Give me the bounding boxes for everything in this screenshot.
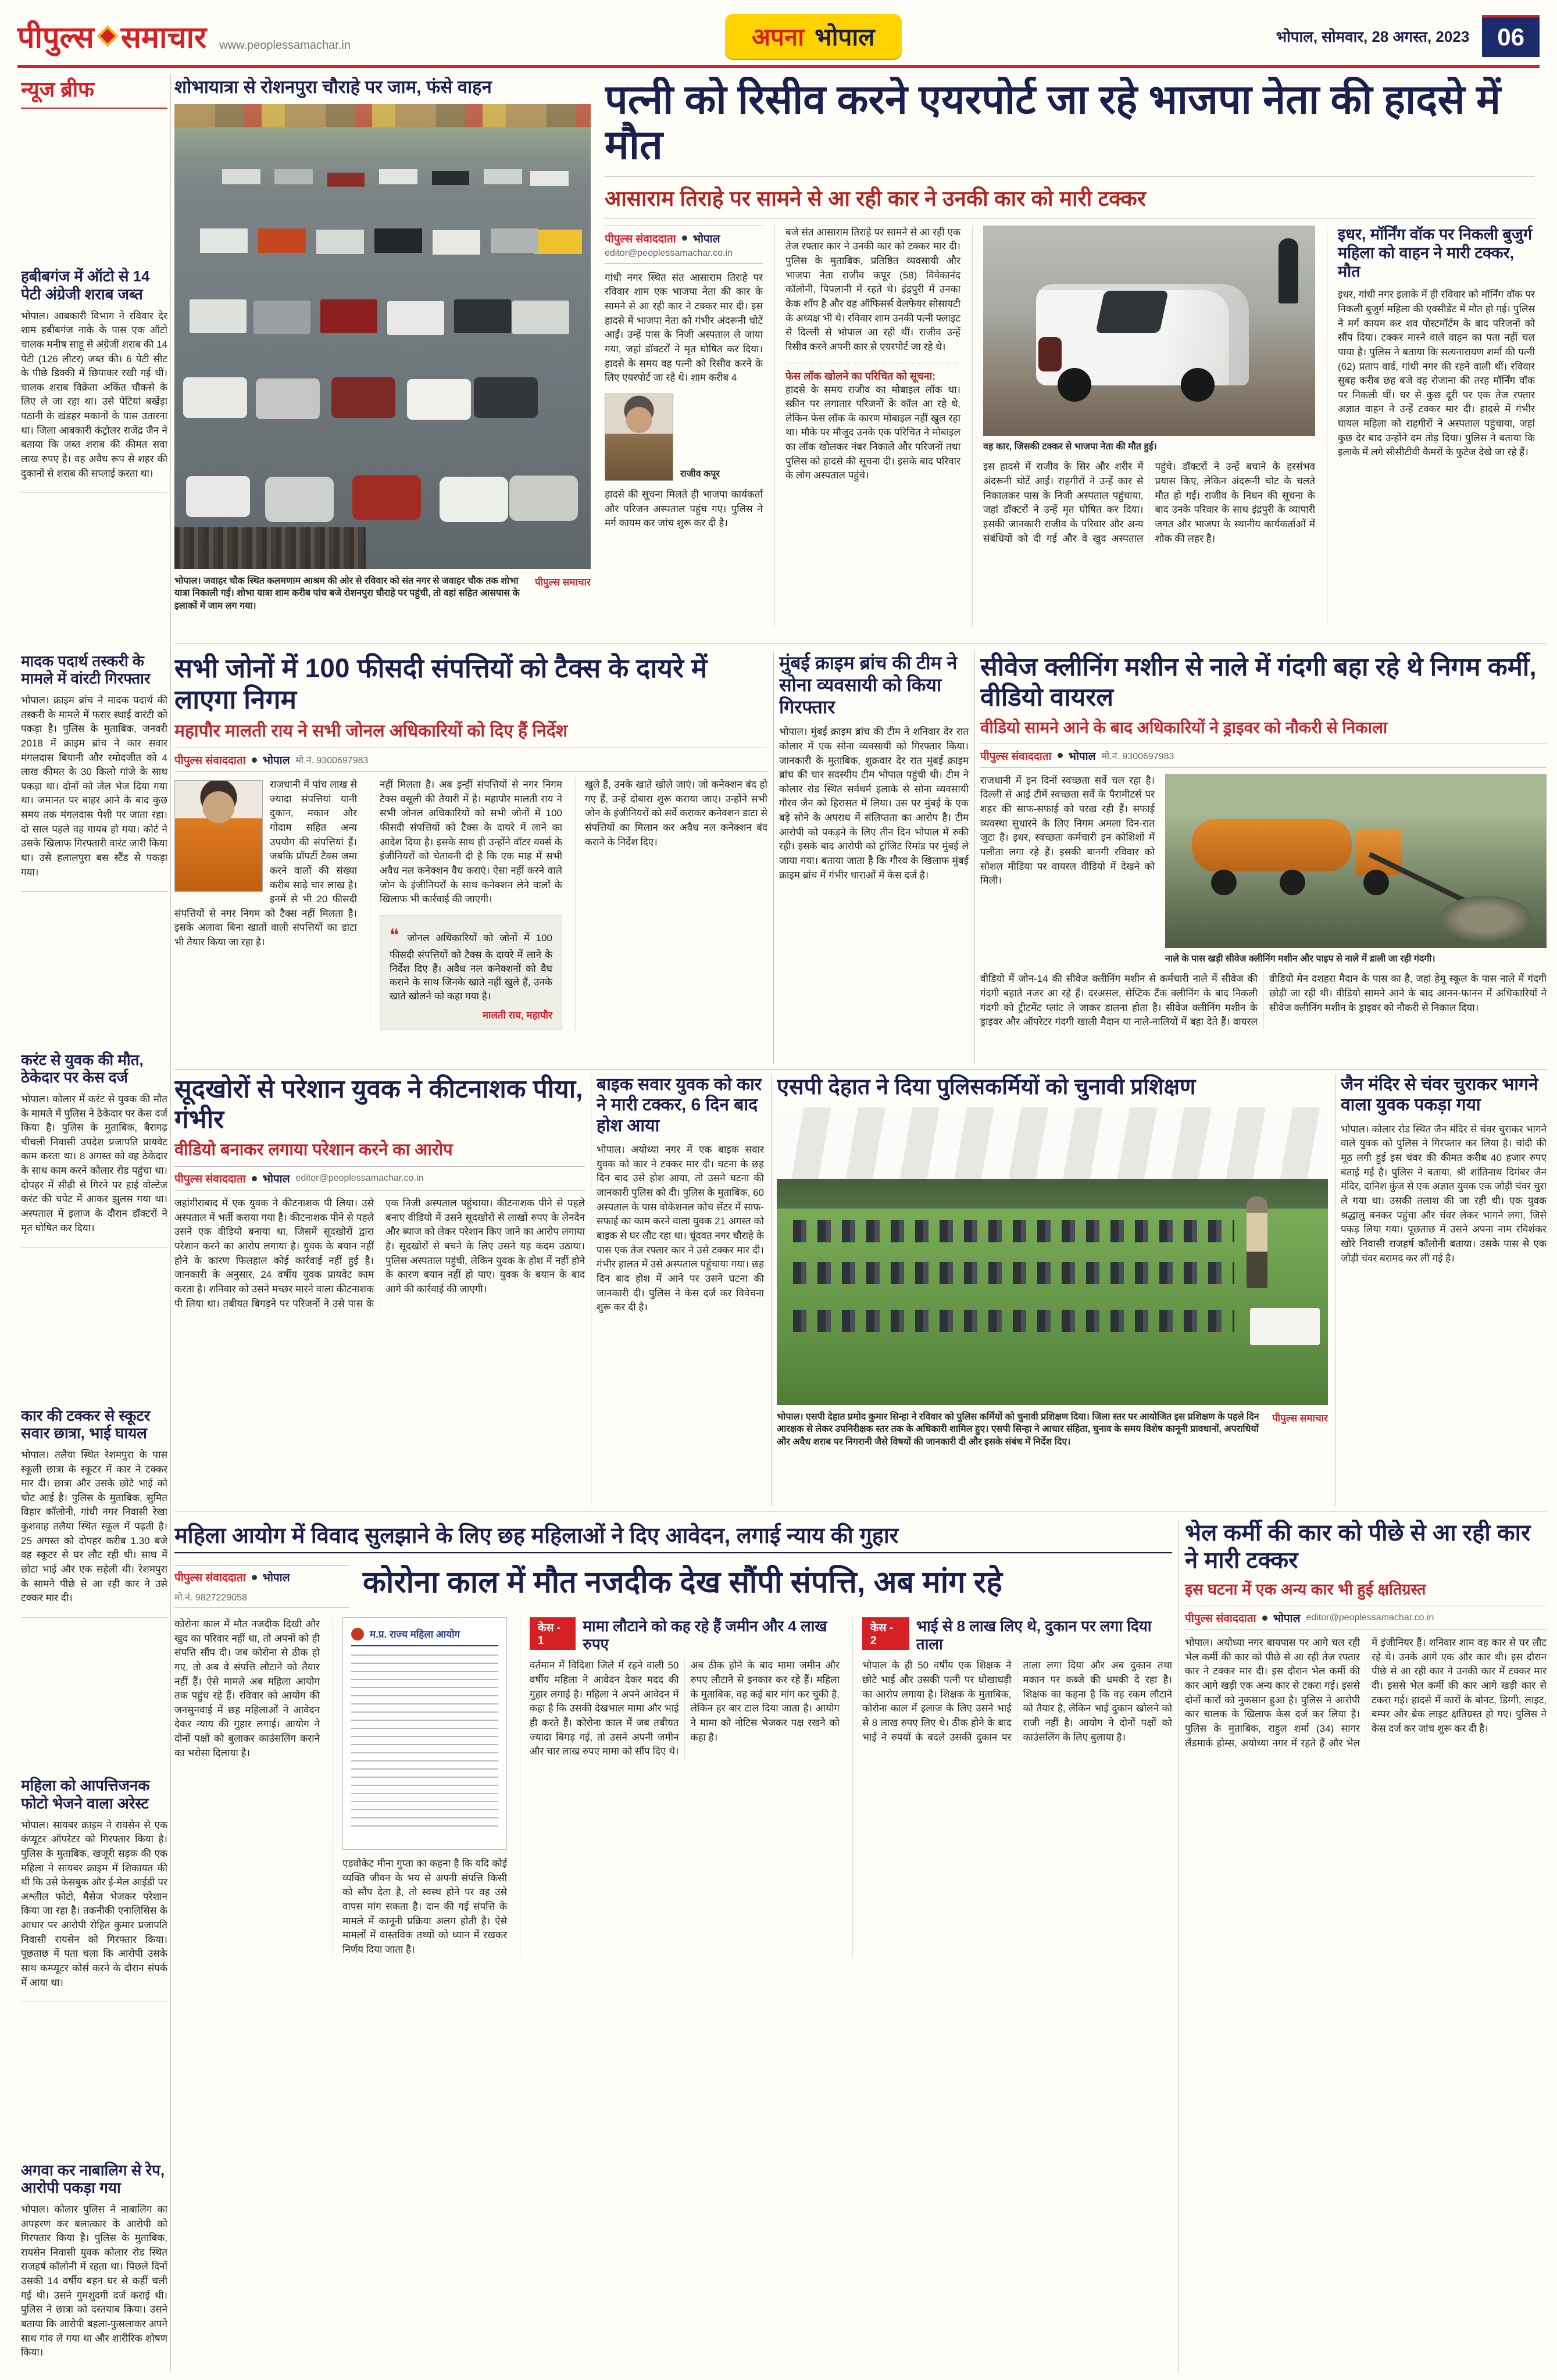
article-headline: महिला को आपत्तिजनक फोटो भेजने वाला अरेस्ट — [21, 1777, 150, 1812]
photo-caption: भोपाल। जवाहर चौक स्थित कलमणाम आश्रम की ओर से रविवार को संत नगर से जवाहर चौक तक शोभा यात्रा निकाली गई। शोभा यात्रा शाम करीब पांच बजे रोशनपुरा चौराहे पर पहुंची, तो वहां सहित आसपास के इलाकों में जाम लग गया। — [174, 576, 520, 611]
byline-separator-dot — [252, 757, 257, 763]
article-text: वीडियो में जोन-14 की सीवेज क्लीनिंग मशीन से कर्मचारी नाले में सीवेज की गंदगी बहाते नजर आ रहे हैं। दरअसल, सेप्टिक टैंक क्लीनिंग के बाद निकली गंदगी को ट्रीटमेंट प्लांट ले जाकर डालना होता है। — [980, 973, 1258, 1013]
bhel-car-collision-story — [1184, 1520, 1547, 2372]
case-1-block — [520, 1617, 840, 1957]
story-subheadline: वीडियो सामने आने के बाद अधिकारियों ने ड्राइवर को नौकरी से निकाला — [980, 718, 1388, 737]
byline — [605, 226, 763, 264]
masthead-right — [1276, 15, 1540, 57]
main-story-body — [605, 226, 1535, 627]
case-1-headline: मामा लौटाने को कह रहे हैं जमीन और 4 लाख रुपए — [583, 1617, 827, 1653]
case-2-header — [862, 1617, 1172, 1653]
side-story-headline: इधर, मॉर्निंग वॉक पर निकली बुजुर्ग महिला को वाहन ने मारी टक्कर, मौत — [1338, 225, 1533, 280]
inset-photo-caption: राजीव कपूर — [680, 469, 720, 480]
byline-city: भोपाल — [262, 1572, 290, 1584]
article-text: हादसे की सूचना मिलते ही भाजपा कार्यकर्ता और परिजन अस्पताल पहुंच गए। पुलिस ने मर्ग कायम कर जांच शुरू कर दी है। — [605, 488, 763, 529]
wheel-decor — [1280, 870, 1305, 895]
column-divider — [1178, 1520, 1179, 2372]
tanker-decor — [1192, 819, 1352, 871]
corona-property-story — [174, 1565, 1172, 2372]
masthead-rule — [17, 65, 1540, 68]
page-number: 06 — [1482, 15, 1540, 57]
article-text: नहीं मिलता है। अब इन्हीं संपत्तियों से नगर निगम टैक्स वसूली की तैयारी में है। महापौर मालती राय ने सभी जोनल अधिकारियों को सभी जोनों में 100 फीसदी संपत्तियों को टैक्स के दायरे में लाने का आदेश दिया है। इसके साथ ही उन्होंने वॉटर वर्क्स के इंजीनियरों को चेतावनी दी है कि एक माह में सभी अवैध नल कनेक्शन वैध कराएं। ऐसा नहीं करने वाले जोन के इंजीनियरों के साथ कनेक्शन लेने वालों के खिलाफ भी कार्रवाई की जाएगी। — [380, 779, 562, 905]
article-text: राजधानी में इन दिनों स्वच्छता सर्वे चल रहा है। दिल्ली से आई टीमें स्वच्छता सर्वे के पैरामीटर्स पर शहर की साफ-सफाई को परख रही हैं। सफाई व्यवस्था सुधारने के लिए निगम अमला दिन-रात जुटा है। इधर, स्वच्छता कर्मचारी इन कोशिशों में पलीता लगा रहे हैं। इसकी बानगी रविवार को सोशल मीडिया पर वायरल वीडियो में देखने को मिली। — [980, 774, 1155, 887]
news-brief-article — [21, 267, 167, 493]
factbox-body: हादसे के समय राजीव का मोबाइल लॉक था। स्क्रीन पर लगातार परिजनों के कॉल आ रहे थे, लेकिन फेस लॉक के कारण मोबाइल नहीं खुल रहा था। मौके पर मौजूद उनके एक परिचित ने मोबाइल का लॉक खोलकर नंबर निकाले और परिजनों तथा पुलिस को हादसे की सूचना दी। इसके बाद परिवार के लोग अस्पताल पहुंचे। — [785, 384, 960, 481]
wheel-decor — [1181, 368, 1215, 402]
article-headline: मादक पदार्थ तस्करी के मामले में वांरटी गिरफ्तार — [21, 652, 151, 688]
bike-accident-story — [597, 1074, 764, 1506]
section-banner — [725, 14, 902, 59]
canopy-decor — [777, 1107, 1328, 1179]
byline-phone: मो.नं. 9300697983 — [295, 756, 369, 766]
main-headline: पत्नी को रिसीव करने एयरपोर्ट जा रहे भाजपा नेता की हादसे में मौत — [605, 77, 1501, 168]
byline-city: भोपाल — [262, 1173, 290, 1186]
story-body — [174, 1196, 585, 1311]
article-text: भोपाल। अयोध्या नगर बायपास पर आगे चल रही भेल कर्मी की कार को पीछे से आ रही तेज रफ्तार कार ने टक्कर मार दी। इस दौरान भेल कर्मी की कार आगे खड़ी एक अन्य कार से टकरा गई। इससे दोनों कारों को नुकसान हुआ है। पुलिस ने आरोपी कार चालक के खिलाफ केस दर्ज कर लिया है। — [1185, 1637, 1360, 1720]
story-headline: कोरोना काल में मौत नजदीक देख सौंपी संपत्ति, अब मांग रहे — [363, 1566, 1002, 1599]
sewage-machine-photo — [1165, 774, 1547, 948]
story-col2 — [370, 778, 562, 1030]
quote-attribution: मालती राय, महापौर — [482, 1009, 552, 1021]
article-text: जहांगीराबाद में एक युवक ने कीटनाशक पी लिया। उसे अस्पताल में भर्ती कराया गया है। कीटनाशक पीने से पहले उसने एक वीडियो बनाया था, जिसमें सूदखोरों द्वारा परेशान करने का आरोप लगाया है। युवक के बयान नहीं होने के कारण फिलहाल कोई कार्रवाई नहीं हुई है। जानकारी के अनुसार, 24 वर्षीय युवक प्रायवेट काम करता है। शनिवार को उसने मच्छर मारने वाला कीटनाशक पी लिया — [174, 1198, 374, 1309]
byline-row — [605, 231, 720, 246]
story-headline: एसपी देहात ने दिया पुलिसकर्मियों को चुनावी प्रशिक्षण — [777, 1075, 1196, 1099]
column-divider — [773, 652, 774, 1064]
news-brief-article — [21, 2161, 167, 2372]
byline-city: भोपाल — [262, 755, 290, 767]
news-brief-article — [21, 652, 167, 892]
byline-separator-dot — [252, 1176, 257, 1181]
section-divider — [174, 643, 1547, 644]
story-body — [980, 774, 1547, 966]
byline-source: पीपुल्स संवाददाता — [1185, 1613, 1256, 1625]
byline-source: पीपुल्स संवाददाता — [980, 750, 1052, 763]
story-body — [174, 778, 767, 1030]
photo-caption: नाले के पास खड़ी सीवेज क्लीनिंग मशीन और पाइप से नाले में डाली जा रही गंदगी। — [1165, 953, 1435, 964]
story-headline: जैन मंदिर से चंवर चुराकर भागने वाला युवक पकड़ा गया — [1341, 1075, 1538, 1115]
photo-caption-row — [174, 575, 591, 613]
byline-source: पीपुल्स संवाददाता — [174, 1173, 246, 1186]
police-training-photo — [777, 1107, 1328, 1405]
banner-headline: महिला आयोग में विवाद सुलझाने के लिए छह महिलाओं ने दिए आवेदन, लगाई न्याय की गुहार — [174, 1523, 899, 1548]
case-2-block — [852, 1617, 1172, 1957]
byline-separator-dot — [682, 235, 687, 241]
article-body: भोपाल। कोलार में करंट से युवक की मौत के मामले में पुलिस ने ठेकेदार पर केस दर्ज किया है। पुलिस के मुताबिक, बैरागढ़ चीचली निवासी उपदेश प्रजापति प्रायवेट काम करता था। 8 अगस्त को वह ठेकेदार के साथ काम करने कोलार रोड पहुंचा था। दोपहर में सीढ़ी से गिरने पर हाई वोल्टेज करंट की चपेट में आकर झुलस गया था। अस्पताल में इलाज के दौरान डॉक्टरों ने मृत घोषित कर दिया। — [21, 1093, 167, 1234]
article-headline: अगवा कर नाबालिग से रेप, आरोपी पकड़ा गया — [21, 2161, 165, 2197]
traffic-jam-story — [174, 77, 591, 634]
case-2-body: भोपाल के ही 50 वर्षीय एक शिक्षक ने छोटे भाई और उसकी पत्नी पर धोखाधड़ी का आरोप लगाया है। शिक्षक के मुताबिक, कोरोना काल में इलाज के लिए उसने भाई से 8 लाख रुपए लिए थे। ठीक होने के बाद भाई ने रुपयों के बदले उसकी दुकान पर ताला लगा दिया और अब दुकान तथा मकान पर कब्जे की धमकी दे रहा है। शिक्षक का कहना है कि वह रकम लौटाने को तैयार है, लेकिन भाई दुकान खोलने को राजी नहीं है। आयोग ने दोनों पक्षों को काउंसलिंग के लिए बुलाया है। — [862, 1660, 1172, 1743]
article-body: भोपाल। सायबर क्राइम ने रायसेन से एक कंप्यूटर ऑपरेटर को गिरफ्तार किया है। पुलिस के मुताबिक, खजूरी सड़क की एक महिला ने सायबर क्राइम में शिकायत की थी कि उसे फेसबुक और ई-मेल आईडी पर अश्लील फोटो, मैसेज भेजकर परेशान किया जा रहा है। तकनीकी एनालिसिस के आधार पर आरोपी रोहित कुमार प्रजापति निवासी रायसेन को गिरफ्तार किया। पूछताछ में पता चला कि आरोपी उसके साथ कम्प्यूटर कोर्स करने के दौरान संपर्क में आया था। — [21, 1819, 167, 1988]
article-text: गांधी नगर स्थित संत आसाराम तिराहे पर रविवार शाम एक भाजपा नेता की कार के सामने से आ रही कार ने टक्कर मार दी। इस हादसे में भाजपा नेता को गंभीर अंदरूनी चोटें आईं। उन्हें पास के निजी अस्पताल ले जाया गया, जहां डॉक्टरों ने मृत घोषित कर दिया। हादसे के समय वह पत्नी को रिसीव करने के लिए एयरपोर्ट जा रहे थे। शाम करीब 4 — [605, 271, 763, 384]
commission-letter-photo — [342, 1617, 507, 1850]
street-banner-decor — [174, 104, 591, 127]
byline-source: पीपुल्स संवाददाता — [174, 755, 246, 767]
sewage-machine-story — [980, 652, 1547, 1064]
windshield-decor — [1095, 291, 1168, 333]
news-brief-article — [21, 1407, 167, 1618]
news-brief-column — [21, 74, 167, 2372]
article-text: पुलिस के मुताबिक, राहुल शर्मा (34) सागर लैंडमार्क होम्स, अयोध्या नगर में रहते हैं और भेल में इंजीनियर हैं। शनिवार शाम वह कार से घर लौट रहे थे। उनके आगे एक और कार थी। इस दौरान पीछे से आ रही कार ने उनकी कार में टक्कर मार दी। इससे भेल कर्मी की कार आगे खड़ी कार से टकरा गई। हादसे में कारों के बोनट, डिग्गी, लाइट, बम्पर और ब्रेक लाइट क्षतिग्रस्त हो गए। पुलिस ने केस दर्ज कर जांच शुरू कर दी है। — [1185, 1637, 1547, 1749]
moneylender-pesticide-story — [174, 1074, 585, 1506]
story-subheadline: वीडियो बनाकर लगाया परेशान करने का आरोप — [174, 1140, 453, 1159]
photo-block — [1165, 774, 1547, 966]
byline-separator-dot — [1262, 1616, 1267, 1621]
story-intro-col — [174, 1617, 320, 1957]
article-text: खुले हैं, उनके खाते खोले जाएं। जो कनेक्शन बंद हो गए हैं, उन्हें दोबारा शुरू कराया जाए। उन्होंने सभी जोन के इंजीनियरों को सर्वे कराकर कनेक्शन डाटा से संपत्तियों का मिलान कर अवैध नल कनेक्शन बंद कराने के निर्देश दिए। — [585, 779, 767, 848]
factbox-title: फेस लॉक खोलने का परिचित को सूचना: — [785, 370, 936, 382]
story-headline: बाइक सवार युवक को कार ने मारी टक्कर, 6 दिन बाद होश आया — [597, 1075, 762, 1135]
article-text: कोरोना काल में मौत नजदीक दिखी और खुद का परिवार नहीं था, तो अपनों को ही संपत्ति सौंप दी। जब कोरोना से ठीक हो गए, तो अब वे संपत्ति लौटाने को तैयार नहीं हैं। ऐसे मामले अब महिला आयोग तक पहुंच रहे हैं। रविवार को आयोग की जनसुनवाई में छह महिलाओं ने आवेदन देकर न्याय की गुहार लगाई। आयोग ने दोनों पक्षों को बुलाकर काउंसलिंग कराने का भरोसा दिलाया है। — [174, 1618, 320, 1759]
hedge-decor — [777, 1179, 1328, 1209]
article-text: इस हादसे में राजीव के सिर और शरीर में अंदरूनी चोटें आईं। राहगीरों ने उन्हें कार से निकालकर पास के निजी अस्पताल पहुंचाया, जहां डॉक्टरों ने उन्हें मृत घोषित कर दिया। इसकी जानकारी राजीव के परिवार और अन्य संबंधियों को दी गई और वे खुद अस्पताल पहुंचे। डॉक्टरों ने उन्हें बचाने के हरसंभव प्रयास किए, लेकिन अंदरूनी चोट के चलते मौत हो गई। राजीव के निधन की सूचना के बाद उनके परिवार के साथ इंद्रपुरी के व्यापारी जगत और भाजपा के स्थानीय कार्यकर्ताओं में शोक की लहर है। — [983, 461, 1315, 544]
story-header-row — [174, 1565, 1172, 1608]
column-divider — [974, 652, 975, 1064]
story-headline: भेल कर्मी की कार को पीछे से आ रही कार ने मारी टक्कर — [1185, 1520, 1531, 1574]
byline-phone: मो.नं. 9827229058 — [174, 1593, 247, 1603]
masthead — [17, 9, 1540, 63]
case-2-label: केस - 2 — [862, 1617, 909, 1650]
main-story-col1 — [605, 226, 763, 627]
seated-officers-row-decor — [793, 1220, 1234, 1242]
section-label-bhopal: भोपाल — [815, 23, 875, 51]
women-commission-banner — [174, 1520, 1172, 1553]
byline-source: पीपुल्स संवाददाता — [605, 233, 676, 245]
case-1-label: केस - 1 — [530, 1617, 576, 1650]
article-headline: करंट से युवक की मौत, ठेकेदार पर केस दर्ज — [21, 1050, 144, 1087]
byline-phone: मो.नं. 9300697983 — [1101, 751, 1174, 762]
logo-text-2: समाचार — [120, 20, 207, 55]
seated-officers-row-decor — [793, 1262, 1234, 1284]
case-2-headline: भाई से 8 लाख लिए थे, दुकान पर लगा दिया ताला — [916, 1617, 1152, 1653]
main-story-photo-column — [972, 226, 1315, 627]
side-story-column — [1327, 226, 1535, 627]
article-text: भोपाल। अयोध्या नगर में एक बाइक सवार युवक को कार ने टक्कर मार दी। घटना के छह दिन बाद उसे होश आया, तो उसने घटना की जानकारी पुलिस को दी। पुलिस के मुताबिक, 60 अस्पताल के पास वोकेशनल कोच सेंटर में साफ-सफाई का काम करने वाला युवक 21 अगस्त को बाइक से घर लौट रहा था। चूंदवत नगर चौराहे के पास एक तेज रफ्तार कार ने उसे टक्कर मार दी। गंभीर हालत में उसे अस्पताल पहुंचाया गया। छह दिन बाद होश में आने पर उसने घटना की जानकारी दी। पुलिस ने केस दर्ज कर विवेचना शुरू कर दी है। — [597, 1144, 764, 1313]
photo-credit: पीपुल्स समाचार — [534, 576, 591, 588]
story-col1 — [980, 774, 1155, 966]
wheel-decor — [1363, 870, 1389, 895]
news-brief-article — [21, 1051, 167, 1248]
case-1-body: वर्तमान में विदिशा जिले में रहने वाली 50 वर्षीय महिला ने आवेदन देकर मदद की गुहार लगाई है। महिला ने अपने आवेदन में कहा है कि उसकी देखभाल मामा और भाई ही करते हैं। कोरोना काल में जब तबीयत ज्यादा बिगड़ गई, तो उसने अपनी जमीन और चार लाख रुपए मामा को सौंप दिए थे। अब ठीक होने के बाद मामा जमीन और रुपए लौटाने से इनकार कर रहे हैं। महिला के मुताबिक, वह कई बार मांग कर चुकी है, लेकिन हर बार टाल दिया जाता है। आयोग ने मामा को नोटिस भेजकर पक्ष रखने को कहा है। — [530, 1660, 840, 1757]
byline-city: भोपाल — [692, 233, 720, 245]
story-col1 — [174, 778, 357, 1030]
letterhead-title: म.प्र. राज्य महिला आयोग — [370, 1629, 460, 1640]
traffic-cars-layer — [186, 476, 250, 517]
newspaper-logo — [17, 16, 206, 57]
article-text: भोपाल। मुंबई क्राइम ब्रांच की टीम ने शनिवार देर रात कोलार में एक सोना व्यवसायी को गिरफ्तार किया। जानकारी के मुताबिक, शुक्रवार देर रात मुंबई क्राइम ब्रांच की चार सदस्यीय टीम भोपाल पहुंची थी। टीम ने कोलार रोड स्थित सर्वधर्म इलाके से सोना व्यवसायी गौरव जैन को हिरासत में लिया। उस पर मुंबई के एक बड़े सोने के अपराध में संलिप्तता का आरोप है। टीम आरोपी को पकड़ने के लिए तीन दिन भोपाल में रुकी रही। इसके बाद आरोपी को ट्रांजिट रिमांड पर मुंबई ले जाया गया। बताया जाता है कि गौरव के खिलाफ मुंबई क्राइम ब्रांच में गंभीर धाराओं में केस दर्ज है। — [779, 726, 969, 881]
byline-block — [174, 1565, 349, 1608]
byline-city: भोपाल — [1068, 750, 1096, 763]
dateline: भोपाल, सोमवार, 28 अगस्त, 2023 — [1276, 28, 1470, 45]
story-bottom-text — [980, 972, 1547, 1030]
photo-caption: वह कार, जिसकी टक्कर से भाजपा नेता की मौत हुई। — [983, 441, 1157, 452]
story-headline: सूदखोरों से परेशान युवक ने कीटनाशक पीया, गंभीर — [174, 1075, 583, 1134]
byline-email: editor@peoplessamachar.co.in — [295, 1173, 424, 1184]
story-subheadline: महापौर मालती राय ने सभी जोनल अधिकारियों को दिए हैं निर्देश — [174, 721, 568, 741]
article-body: भोपाल। तलैया स्थित रेशमपुरा के पास स्कूली छात्रा के स्कूटर में कार ने टक्कर मार दी। छात्रा और उसके छोटे भाई को चोट आई है। पुलिस के मुताबिक, सुमित विहार कॉलोनी, गांधी नगर निवासी रेखा कुशवाह तलैया स्थित स्कूल में पढ़ती है। 25 अगस्त को दोपहर करीब 1.30 बजे वह स्कूटर से घर लौट रही थी। साथ में छोटा भाई और एक सहेली थी। रेशमपुरा के सामने पीछे से आ रही कार ने उसे टक्कर मार दी। — [21, 1449, 167, 1604]
byline — [1185, 1606, 1547, 1630]
main-story-col2 — [774, 226, 960, 627]
column-divider — [771, 1074, 772, 1506]
section-divider — [174, 1069, 1547, 1070]
crashed-car-photo — [983, 226, 1315, 436]
rajiv-kapoor-portrait-photo — [605, 394, 673, 481]
article-text: राजधानी में पांच लाख से ज्यादा संपत्तियां यानी दुकान, मकान और गोदाम सहित अन्य उपयोग की संपत्तियां हैं। जबकि प्रॉपर्टी टैक्स जमा करने वालों की संख्या करीब साढ़े चार लाख है। इनमें से भी 20 फीसदी संपत्तियों से नगर निगम को टैक्स नहीं मिलता है। इसके अलावा बिना खातों वाली संपत्तियों का डाटा भी तैयार किया जा रहा है। — [174, 779, 357, 948]
face-lock-factbox — [785, 363, 960, 483]
byline-source: पीपुल्स संवाददाता — [174, 1572, 246, 1584]
document-column — [333, 1617, 507, 1957]
byline-email: editor@peoplessamachar.co.in — [605, 248, 733, 258]
story-body — [174, 1617, 1172, 1957]
story-headline: सभी जोनों में 100 फीसदी संपत्तियों को टैक्स के दायरे में लाएगा निगम — [174, 653, 708, 715]
wheel-decor — [1058, 368, 1091, 402]
letter-text-lines-decor — [351, 1654, 498, 1829]
section-divider — [174, 1511, 1547, 1512]
article-text: सीवेज क्लीनिंग मशीन के ड्राइवर और ऑपरेटर गंदगी खाली मैदान या नाले-नालियों में बहा देते हैं। वायरल वीडियो मेन दशहरा मैदान के पास का है, जहां हेमू स्कूल के पास नाले में गंदगी छोड़ी जा रही थी। वीडियो सामने आने के बाद आनन-फानन में अधिकारियों ने सीवेज क्लीनिंग मशीन के ड्राइवर को नौकरी से निकाल दिया। — [980, 973, 1547, 1028]
car-shape-decor — [1036, 284, 1248, 385]
story-body — [1185, 1636, 1547, 1750]
story-subheadline: इस घटना में एक अन्य कार भी हुई क्षतिग्रस्त — [1185, 1581, 1426, 1599]
news-brief-article — [21, 1777, 167, 2002]
story-headline: शोभायात्रा से रोशनपुरा चौराहे पर जाम, फंसे वाहन — [174, 77, 492, 97]
photo-caption: भोपाल। एसपी देहात प्रमोद कुमार सिन्हा ने रविवार को पुलिस कर्मियों को चुनावी प्रशिक्षण दिया। जिला स्तर पर आयोजित इस प्रशिक्षण के पहले दिन आरक्षक से लेकर उपनिरीक्षक स्तर तक के अधिकारी शामिल हुए। एसपी सिन्हा ने आचार संहिता, चुनाव के समय विशेष कानूनी प्रावधानों, अपराधियों और अवैध शराब पर निगरानी जैसे विषयों की जानकारी दी और इसके संबंध में निर्देश दिए। — [777, 1411, 1259, 1448]
logo-diamond-icon — [97, 26, 118, 47]
quote-text: ❝ जोनल अधिकारियों को जोनों में 100 फीसदी संपत्तियों को टैक्स के दायरे में लाने के निर्देश दिए हैं। अवैध नल कनेक्शनों को वैध कराने के साथ जिनके खाते नहीं खुले हैं, उनके खाते खोलने को कहा गया है। — [390, 924, 552, 1003]
seated-officers-row-decor — [793, 1310, 1234, 1332]
inset-photo-row — [605, 394, 763, 481]
article-body: भोपाल। आबकारी विभाग ने रविवार देर शाम हबीबगंज नाके के पास एक ऑटो चालक मनीष साहू से अंग्रेजी शराब की 14 पेटी (126 लीटर) जब्त की। 6 पेटी सीट के पीछे डिक्की में छिपाकर रखी गई थीं। चालक शराब विक्रेता अकिंत चौकसे के लिए ले जा रहा था। उसे पेटियां बर्खेड़ा पठानी के खंडहर मकानों के पास उतारना था। जिला आबकारी कंट्रोलर राजेंद्र जैन ने बताया कि जब्त शराब की कीमत सवा लाख रुपए है। वह अवैध रूप से शहर की दुकानों से शराब की सप्लाई करता था। — [21, 310, 167, 479]
bystander-decor — [1279, 238, 1298, 303]
story-col3 — [575, 778, 767, 1030]
column-divider — [170, 74, 171, 2372]
police-training-story — [777, 1074, 1328, 1506]
news-brief-title: न्यूज ब्रीफ — [21, 74, 167, 109]
letterhead-row — [351, 1627, 498, 1646]
byline — [980, 744, 1547, 768]
article-text: बजे संत आसाराम तिराहे पर सामने से आ रही एक तेज रफ्तार कार ने उनकी कार को टक्कर मार दी। पुलिस के मुताबिक, प्रतिष्ठित व्यवसायी और भाजपा नेता राजीव कपूर (58) विवेकानंद कॉलोनी, पिपलानी में रहते थे। इंद्रपुरी में उनका केक शॉप है और वह ऑफिसर्स वेलफेयर सोसायटी के अध्यक्ष भी थे। रविवार शाम उनकी पत्नी फ्लाइट से दिल्ली से भोपाल आ रही थीं। राजीव उन्हें रिसीव करने अपनी कार से एयरपोर्ट जा रहे थे। — [785, 226, 960, 352]
mumbai-crime-branch-story — [779, 652, 969, 1064]
photo-credit: पीपुल्स समाचार — [1272, 1412, 1328, 1424]
byline-separator-dot — [252, 1575, 257, 1580]
traffic-jam-photo — [174, 104, 591, 569]
table-decor — [1250, 1308, 1320, 1345]
article-text: एडवोकेट मीना गुप्ता का कहना है कि यदि कोई व्यक्ति जीवन के भय से अपनी संपत्ति किसी को सौंप देता है, तो स्वस्थ होने पर वह उसे वापस मांग सकता है। दान की गई संपत्ति के मामले में कानूनी प्रक्रिया अलग होती है। ऐसे मामलों में वास्तविक तथ्यों को ध्यान में रखकर निर्णय दिया जाता है। — [342, 1858, 507, 1955]
side-story-body: इधर, गांधी नगर इलाके में ही रविवार को मॉर्निंग वॉक पर निकली बुजुर्ग महिला की एक्सीडेंट में मौत हो गई। पुलिस ने मर्ग कायम कर शव पोस्टमॉर्टम के बाद परिजनों को सौंप दिया। टक्कर मारने वाले वाहन का पता नहीं चल पाया है। पुलिस ने बताया कि सत्यनारायण शर्मा की पत्नी (62) प्रताप वार्ड, गांधी नगर की रहने वाली थीं। रविवार सुबह करीब छह बजे वह रोजाना की तरह मॉर्निंग वॉक पर निकली थीं। घर से कुछ दूरी पर एक तेज रफ्तार अज्ञात वाहन ने उन्हें टक्कर मार दी। हादसे में गंभीर घायल महिला को राहगीरों ने अस्पताल पहुंचाया, जहां कुछ देर बाद उन्होंने दम तोड़ दिया। पुलिस ने बताया कि इलाके में लगे सीसीटीवी कैमरों के फुटेज देखे जा रहे हैं। — [1338, 289, 1535, 458]
byline — [174, 1565, 349, 1608]
article-body: भोपाल। क्राइम ब्रांच ने मादक पदार्थ की तस्करी के मामले में फरार स्थाई वारंटी को पकड़ा है। पुलिस के मुताबिक, जनवरी 2018 में क्राइम ब्रांच ने कार सवार मंगलदास बियानी और रमोदजीत को 4 लाख कीमत के 30 किलो गांजे के साथ पकड़ा था। दोनों को जेल भेज दिया गया था। जमानत पर बाहर आने के बाद कुछ समय तक मंगलदास पेशी पर जाता रहा। दो साल पहले वह गायब हो गया। कोर्ट ने उसके खिलाफ गिरफ्तारी वारंट जारी किया था। उसे हलालपुरा बस स्टैंड से पकड़ा गया। — [21, 694, 167, 878]
story-headline: मुंबई क्राइम ब्रांच की टीम ने सोना व्यवसायी को किया गिरफ्तार — [779, 652, 958, 717]
crumple-decor — [1038, 337, 1062, 371]
mayor-malti-rai-photo — [174, 780, 263, 892]
byline-email: editor@peoplessamachar.co.in — [1306, 1613, 1434, 1623]
story-headline: सीवेज क्लीनिंग मशीन से नाले में गंदगी बहा रहे थे निगम कर्मी, वीडियो वायरल — [980, 653, 1537, 712]
photo-caption-row — [777, 1411, 1328, 1449]
crowd-decor — [174, 527, 366, 569]
main-subheadline: आसाराम तिराहे पर सामने से आ रही कार ने उनकी कार को मारी टक्कर — [605, 176, 1535, 219]
article-headline: हबीबगंज में ऑटो से 14 पेटी अंग्रेजी शराब जब्त — [21, 267, 150, 303]
byline-city: भोपाल — [1273, 1613, 1301, 1625]
mayor-quote-box — [380, 915, 562, 1030]
jain-temple-theft-story — [1341, 1074, 1547, 1506]
property-tax-story — [174, 652, 767, 1064]
website-url: www.peoplessamachar.in — [219, 38, 351, 52]
logo-text-1: पीपुल्स — [17, 20, 94, 55]
article-text: भोपाल। कोलार रोड स्थित जैन मंदिर से चंवर चुराकर भागने वाले युवक को पुलिस ने गिरफ्तार कर लिया है। चांदी की मूठ लगी हुई इस चंवर की कीमत करीब 40 हजार रुपए बताई गई है। पुलिस ने बताया, श्री शांतिनाथ दिगंबर जैन मंदिर, दानिश कुंज से एक अज्ञात युवक एक जोड़ी चंवर चुरा ले गया था। उसकी तलाश की जा रही थी। एक युवक श्रद्धालु बनकर पहुंचा और चंवर लेकर भागने लगा, जिसे पकड़ लिया गया। पूछताछ में उसने अपना नाम रविशंकर खोरे निवासी राजहर्ष कॉलोनी बताया। उसके पास से एक जोड़ी चंवर बरामद कर ली गई है। — [1341, 1123, 1547, 1264]
bjp-leader-accident-story — [605, 77, 1535, 634]
standing-officer-decor — [1247, 1196, 1267, 1288]
article-text: था। तबीयत बिगड़ने पर परिजनों ने उसे पास के एक निजी अस्पताल पहुंचाया। कीटनाशक पीने से पहले बनाए वीडियो में उसने सूदखोरों से लाखों रुपए के लेनदेन और ब्याज को लेकर परेशान किए जाने का आरोप लगाया है। सूदखोरों से बचने के लिए उसने यह कदम उठाया। पुलिस अस्पताल पहुंची, लेकिन युवक के होश में नहीं होने के कारण बयान नहीं हो पाए। युवक के बयान के बाद आगे की कार्रवाई की जाएगी। — [206, 1198, 585, 1309]
drain-stream-decor — [1440, 896, 1531, 941]
case-1-header — [530, 1617, 840, 1653]
byline — [174, 748, 767, 772]
masthead-left — [17, 16, 351, 57]
wheel-decor — [1211, 870, 1237, 895]
article-body: भोपाल। कोलार पुलिस ने नाबालिग का अपहरण कर बलात्कार के आरोपी को गिरफ्तार किया है। पुलिस के मुताबिक, रायसेन निवासी युवक कोलार रोड स्थित राजहर्ष कॉलोनी में रहता था। पिछले दिनों उसकी 14 वर्षीय बहन घर से कहीं चली गई थी। उसने गुमशुदगी दर्ज कराई थी। पुलिस ने छात्रा को दस्तयाब किया। उसने बताया कि आरोपी बहला-फुसलाकर अपने साथ गांव ले गया था और शारीरिक शोषण किया। — [21, 2203, 167, 2358]
emblem-icon — [351, 1628, 364, 1641]
byline-separator-dot — [1058, 753, 1063, 758]
article-headline: कार की टक्कर से स्कूटर सवार छात्रा, भाई घायल — [21, 1406, 151, 1442]
section-label-apna: अपना — [751, 23, 805, 51]
byline — [174, 1166, 585, 1191]
